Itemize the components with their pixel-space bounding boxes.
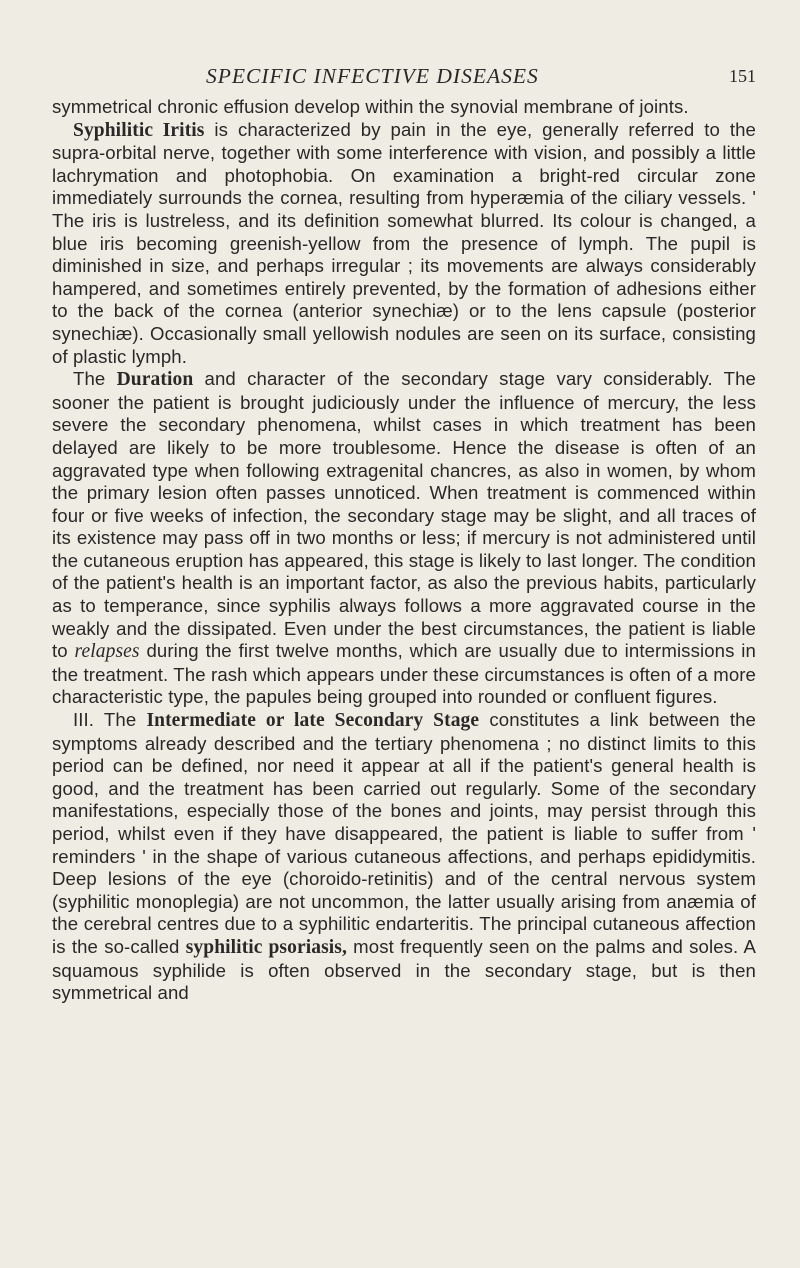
page-number: 151	[729, 66, 756, 86]
paragraph-text: constitutes a link between the symptoms already described and the tertiary phenomena ; no distinct limits to this period can be defined, nor need it appear at all if the patient's general health is good, and the treatment has been carried out regularly. Some of the secondary manifestations, especially those of the bones and joints, may persist through this period, whilst even if they have disappeared, the patient is liable to suffer from ' reminders ' in the shape of various cutaneous affections, and perhaps epididymitis. Deep lesions of the eye (choroido-retinitis) and of the central nervous system (syphilitic monoplegia) are not uncommon, the latter usually arising from anæmia of the cerebral centres due to a syphilitic endarteritis. The principal cutaneous affection is the so-called	[52, 709, 756, 957]
paragraph-text-tail: most frequently seen on the palms and soles. A squamous syphilide is often observed in the secondary stage, but is then symmetrical and	[52, 935, 756, 1004]
paragraph-text-lead: The	[73, 368, 117, 390]
paragraph-continuation	[52, 96, 756, 119]
body-text	[52, 96, 756, 1005]
bold-term-syphilitic-psoriasis: syphilitic psoriasis,	[185, 936, 347, 958]
running-title: SPECIFIC INFECTIVE DISEASES	[206, 64, 539, 88]
running-head	[52, 62, 756, 92]
paragraph-intermediate-stage	[52, 709, 756, 1005]
section-heading-intermediate-stage: Intermediate or late Secondary Stage	[146, 710, 480, 732]
section-heading-duration: Duration	[116, 369, 194, 391]
paragraph-syphilitic-iritis	[52, 119, 756, 369]
italic-term-relapses: relapses	[74, 641, 140, 663]
paragraph-text: and character of the secondary stage vary considerably. The sooner the patient is brought judiciously under the influence of mercury, the less severe the secondary phenomena, whilst cases in which treatment has been delayed are likely to be more troublesome. Hence the disease is often of an aggravated type when following extragenital chancres, as also in women, by whom the primary lesion often passes unnoticed. When treatment is commenced within four or five weeks of infection, the secondary stage may be slight, and all traces of its existence may pass off in two months or less; if mercury is not administered until the cutaneous eruption has appeared, this stage is likely to last longer. The condition of the patient's health is an important factor, as also the previous habits, particularly as to temperance, since syphilis always follows a more aggravated course in the weakly and the dissipated. Even under the best circumstances, the patient is liable to	[52, 368, 757, 662]
paragraph-text-tail: during the first twelve months, which are usually due to intermissions in the treatment. The rash which appears under these circumstances is often of a more characteristic type, the papules being grouped into rounded or confluent figures.	[52, 640, 756, 708]
paragraph-text: symmetrical chronic effusion develop within the synovial membrane of joints.	[52, 96, 689, 117]
paragraph-text: is characterized by pain in the eye, generally referred to the supra-orbital nerve, together with some interference with vision, and possibly a little lachrymation and photophobia. On examination a bright-red circular zone immediately surrounds the cornea, resulting from hyperæmia of the ciliary vessels. ' The iris is lustreless, and its definition somewhat blurred. Its colour is changed, a blue iris becoming greenish-yellow from the presence of lymph. The pupil is diminished in size, and perhaps irregular ; its movements are always considerably hampered, and sometimes entirely prevented, by the formation of adhesions either to the back of the cornea (anterior synechiæ) or to the lens capsule (posterior synechiæ). Occasionally small yellowish nodules are seen on its surface, consisting of plastic lymph.	[52, 118, 757, 367]
section-heading-syphilitic-iritis: Syphilitic Iritis	[73, 119, 205, 141]
paragraph-text-lead: III. The	[73, 709, 147, 731]
book-page	[52, 62, 756, 1005]
paragraph-duration	[52, 368, 756, 709]
